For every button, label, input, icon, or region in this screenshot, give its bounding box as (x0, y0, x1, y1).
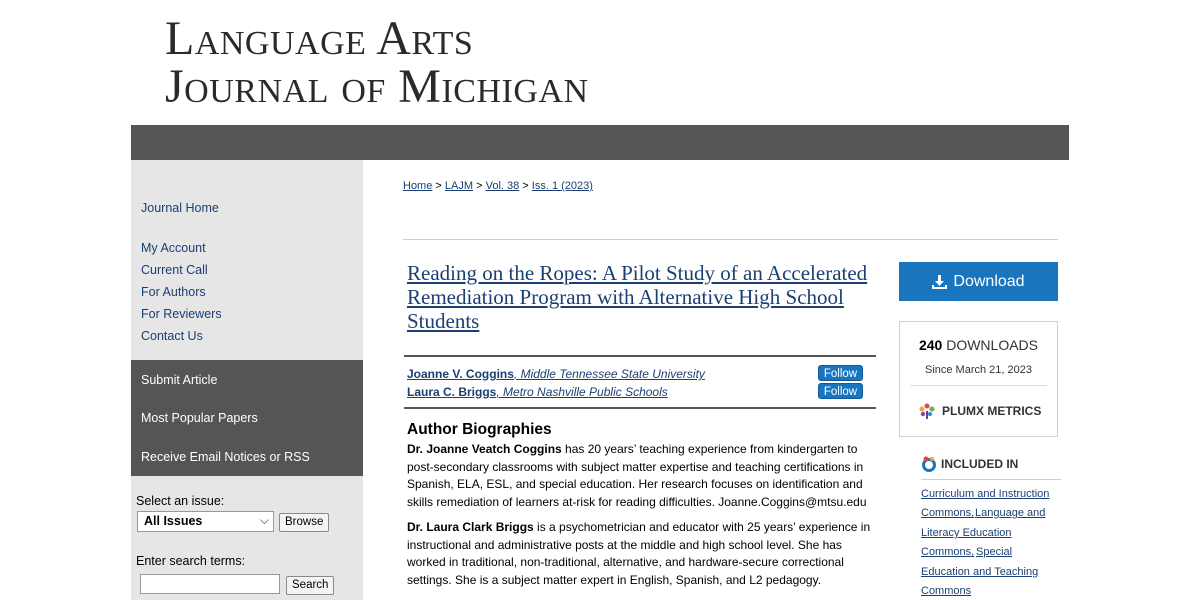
author-link[interactable] (407, 385, 668, 399)
author-bio-2 (407, 519, 877, 589)
chevron-down-icon: ⌵ (259, 513, 269, 527)
plumx-label: PLUMX METRICS (942, 404, 1042, 418)
commons-link-literacy[interactable]: Literacy Education (921, 527, 1012, 539)
journal-title-line2: Journal of Michigan (165, 60, 589, 113)
sidebar-item-journal-home[interactable]: Journal Home (141, 201, 219, 215)
follow-button[interactable]: Follow (818, 365, 863, 381)
downloads-label: DOWNLOADS (942, 337, 1039, 353)
divider (910, 385, 1047, 386)
author-link[interactable] (407, 367, 705, 381)
search-input[interactable] (140, 574, 280, 594)
follow-button[interactable]: Follow (818, 383, 863, 399)
journal-title-line1: Language Arts (165, 12, 474, 65)
bio-2-text: is a psychometrician and educator with 25 years’ experience in instructional and administrative posts at the middle and high school level. She has worked in traditional, non-traditional, alternative, and hardware-secure correctional settings. She is a subject matter expert in English, Spanish, and L2 pedagogy. (407, 520, 871, 587)
divider (403, 239, 1058, 240)
downloads-count (900, 337, 1057, 353)
divider (921, 479, 1061, 480)
author-affiliation[interactable]: , Middle Tennessee State University (513, 367, 705, 381)
breadcrumb (403, 180, 593, 192)
sidebar-item-for-reviewers[interactable]: For Reviewers (141, 307, 222, 321)
sidebar-item-for-authors[interactable]: For Authors (141, 285, 206, 299)
commons-link-literacy[interactable]: Commons, (921, 546, 975, 558)
commons-link-curriculum[interactable]: Commons, (921, 507, 975, 519)
downloads-number: 240 (918, 337, 943, 353)
issue-select[interactable] (137, 511, 274, 532)
included-in-heading (921, 456, 1018, 472)
breadcrumb-separator: > (476, 180, 483, 192)
commons-link-special-education[interactable]: Commons (921, 585, 972, 597)
bio-1-text: has 20 years’ teaching experience from kindergarten to post-secondary classrooms with subject matter expertise and teaching certifications in Spanish, ELA, ESL, and special education. Her research focuses on identification and skills remediation of learners at-risk for reading difficulties. Joanne.Coggins@mtsu.edu (407, 442, 867, 509)
breadcrumb-separator: > (522, 180, 529, 192)
sidebar-item-current-call[interactable]: Current Call (141, 263, 208, 277)
journal-masthead (163, 6, 723, 118)
search-label: Enter search terms: (136, 554, 246, 568)
download-stats (899, 321, 1058, 437)
sidebar-item-submit-article[interactable]: Submit Article (141, 373, 218, 387)
download-label: Download (953, 272, 1025, 290)
sidebar-actions-panel (131, 360, 363, 476)
sidebar (131, 160, 363, 600)
plumx-metrics-link[interactable] (918, 402, 1041, 420)
browse-button[interactable]: Browse (279, 513, 329, 532)
downloads-since: Since March 21, 2023 (924, 364, 1032, 376)
author-name[interactable]: Laura C. Briggs (407, 385, 497, 399)
breadcrumb-home[interactable]: Home (403, 180, 433, 192)
author-biographies-heading: Author Biographies (407, 421, 552, 438)
commons-link-curriculum[interactable]: Curriculum and Instruction (921, 488, 1050, 500)
breadcrumb-volume[interactable]: Vol. 38 (485, 180, 520, 192)
breadcrumb-issue[interactable]: Iss. 1 (2023) (531, 180, 593, 192)
included-in-label: INCLUDED IN (941, 457, 1019, 471)
download-icon (932, 275, 947, 289)
search-button[interactable]: Search (286, 576, 334, 595)
author-name[interactable]: Joanne V. Coggins (407, 367, 514, 381)
author-bio-1 (407, 441, 877, 511)
network-icon (921, 456, 937, 472)
authors-list (404, 355, 876, 409)
commons-link-special-education[interactable]: Special (976, 546, 1013, 558)
top-navigation-bar (131, 125, 1069, 160)
breadcrumb-separator: > (435, 180, 442, 192)
issue-select-value: All Issues (144, 514, 203, 528)
plumx-icon (918, 402, 936, 420)
article-title[interactable]: Reading on the Ropes: A Pilot Study of an Accelerated Remediation Program with Alternative High School Students (407, 261, 868, 333)
bio-1-name: Dr. Joanne Veatch Coggins (407, 442, 562, 456)
bio-2-name: Dr. Laura Clark Briggs (407, 520, 534, 534)
sidebar-item-email-notices[interactable]: Receive Email Notices or RSS (141, 450, 310, 464)
commons-link-special-education[interactable]: Education and Teaching (921, 566, 1039, 578)
breadcrumb-journal[interactable]: LAJM (444, 180, 474, 192)
select-issue-label: Select an issue: (136, 494, 225, 508)
author-affiliation[interactable]: , Metro Nashville Public Schools (496, 385, 668, 399)
sidebar-item-my-account[interactable]: My Account (141, 241, 206, 255)
sidebar-item-most-popular[interactable]: Most Popular Papers (141, 411, 258, 425)
download-button[interactable] (899, 262, 1058, 301)
sidebar-item-contact-us[interactable]: Contact Us (141, 329, 203, 343)
commons-link-literacy[interactable]: Language and (975, 507, 1046, 519)
